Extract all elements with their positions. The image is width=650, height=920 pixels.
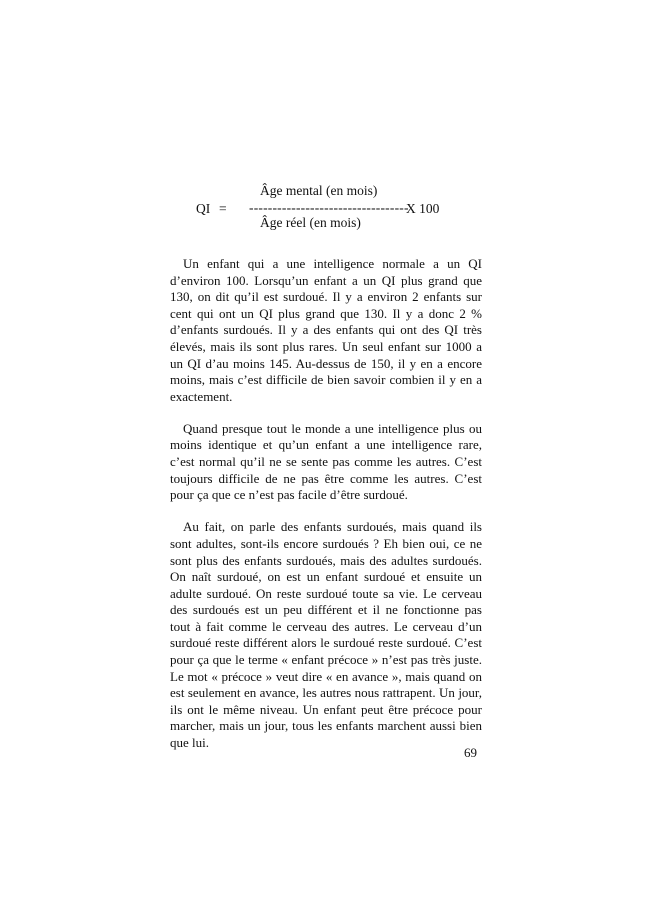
formula-equals-sign: =: [219, 201, 227, 216]
formula-multiplier: X 100: [406, 201, 440, 216]
page-number: 69: [464, 745, 477, 760]
paragraph-feeling-different: Quand presque tout le monde a une intelligence plus ou moins identique et qu’un enfant a une intelligence rare, c’est normal qu’il ne se sente pas comme les autres. C’est toujours difficile de ne pas être comme les autres. C’est pour ça que ce n’est pas facile d’être surdoué.: [170, 420, 482, 503]
body-text: [170, 256, 482, 767]
formula-denominator: Âge réel (en mois): [260, 215, 361, 230]
formula-fraction-bar: ----------------------------------: [249, 200, 409, 215]
paragraph-gifted-adults: Au fait, on parle des enfants surdoués, mais quand ils sont adultes, sont-ils encore surdoués ? Eh bien oui, ce ne sont plus des enfants surdoués, mais des adultes surdoués. On naît surdoué, on est un enfant surdoué et ensuite un adulte surdoué. On reste surdoué toute sa vie. Le cerveau des surdoués est un peu différent et il ne fonctionne pas tout à fait comme le cerveau des autres. Le cerveau d’un surdoué reste différent alors le surdoué reste surdoué. C’est pour ça que le terme « enfant précoce » n’est pas très juste. Le mot « précoce » veut dire « en avance », mais quand on est seulement en avance, les autres nous rattrapent. Un jour, ils ont le même niveau. Un enfant peut être précoce pour marcher, mais un jour, tous les enfants marchent aussi bien que lui.: [170, 519, 482, 751]
formula-lhs: QI: [196, 201, 211, 216]
paragraph-iq-distribution: Un enfant qui a une intelligence normale a un QI d’environ 100. Lorsqu’un enfant a un QI plus grand que 130, on dit qu’il est surdoué. Il y a environ 2 enfants sur cent qui ont un QI plus grand que 130. Il y a donc 2 % d’enfants surdoués. Il y a des enfants qui ont des QI très élevés, mais ils sont plus rares. Un seul enfant sur 1000 a un QI d’au moins 145. Au-dessus de 150, il y en a encore moins, mais c’est difficile de bien savoir combien il y en a exactement.: [170, 256, 482, 404]
formula-numerator: Âge mental (en mois): [260, 183, 378, 198]
iq-formula: [0, 0, 650, 240]
